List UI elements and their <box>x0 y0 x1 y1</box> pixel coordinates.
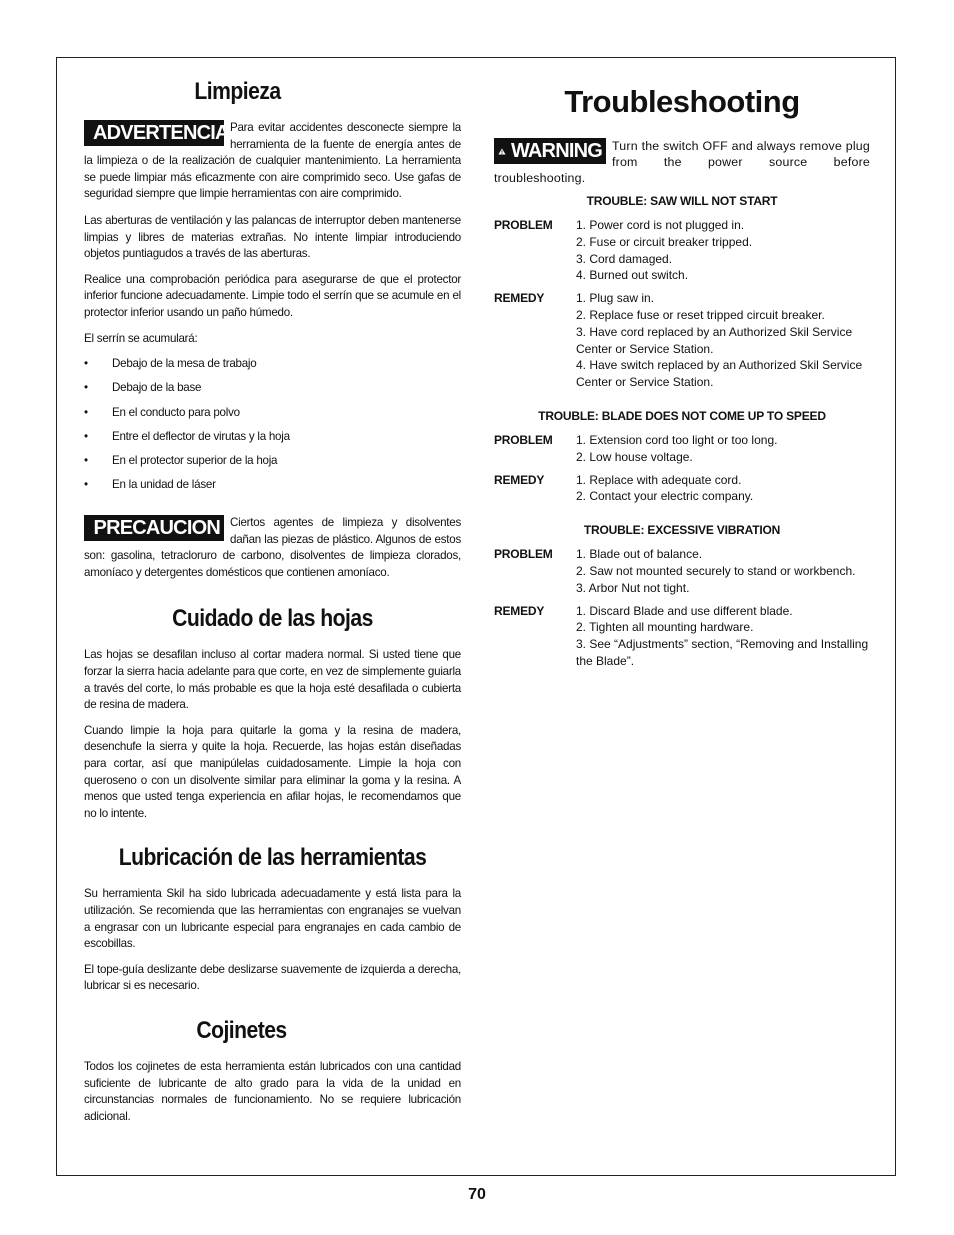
trouble-title: TROUBLE: EXCESSIVE VIBRATION <box>583 523 781 538</box>
list-item: 1. Blade out of balance. <box>576 547 703 562</box>
warning-text: Turn the switch OFF and always remove plug from the power source before troubleshooting. <box>494 139 870 185</box>
cojinetes-heading: Cojinetes <box>196 1016 287 1044</box>
serrin-list <box>84 356 461 493</box>
list-item: • Debajo de la base <box>84 381 202 395</box>
list-item: • Entre el deflector de virutas y la hoja <box>84 429 290 443</box>
list-item: 1. Replace with adequate cord. <box>576 472 742 487</box>
list-item: 1. Extension cord too light or too long. <box>576 432 778 447</box>
list-item: 4. Have switch replaced by an Authorized Skil Service Center or Service Station. <box>576 358 863 390</box>
page-number: 70 <box>468 1186 486 1203</box>
precaucion-badge: PRECAUCION <box>84 515 224 541</box>
troubleshooting-heading: Troubleshooting <box>564 84 800 119</box>
remedy-row <box>494 472 870 506</box>
list-item: 3. Have cord replaced by an Authorized Skil Service Center or Service Station. <box>576 324 853 356</box>
trouble-section-2 <box>494 409 870 505</box>
remedy-row <box>494 290 870 391</box>
cuidado-paragraph-1: Las hojas se desafilan incluso al cortar madera normal. Si usted tiene que forzar la sierra hacia adelante para que corte, en vez de simplemente guiarla a través del corte, lo más probable es que la hoja esté desafilada o cubierta de resina de madera. <box>84 648 461 712</box>
problem-list <box>576 546 870 596</box>
precaucion-text: Ciertos agentes de limpieza y disolventes dañan las piezas de plástico. Algunos de estos son: gasolina, tetracloruro de carbono, disolventes de limpieza clorados, amoníaco y detergentes domésticos que contienen amoníaco. <box>84 516 461 579</box>
warning-triangle-icon <box>498 143 506 160</box>
list-item: • En la unidad de láser <box>84 478 216 492</box>
remedy-list <box>576 290 870 391</box>
advertencia-text: Para evitar accidentes desconecte siempre la herramienta de la fuente de energía antes de la limpieza o de la realización de cualquier mantenimiento. La herramienta se puede limpiar más eficazmente con aire comprimido seco. Use gafas de seguridad siempre que limpie herramientas con aire comprimido. <box>84 121 461 201</box>
lubricacion-paragraph-1: Su herramienta Skil ha sido lubricada adecuadamente y está lista para la utilización. Se recomienda que las herramientas con engranajes se vuelvan a engrasar con un lubricante especial para engranajes en cada cambio de escobillas. <box>84 887 461 951</box>
list-item: 2. Contact your electric company. <box>576 489 754 504</box>
limpieza-paragraph-2: Realice una comprobación periódica para asegurarse de que el protector inferior funcione adecuadamente. Limpie todo el serrín que se acumule en el protector inferior usando un paño húmedo. <box>84 272 461 319</box>
list-item: 4. Burned out switch. <box>576 268 689 283</box>
remedy-label: REMEDY <box>494 603 545 618</box>
trouble-section-3 <box>494 523 870 670</box>
list-item: 3. Cord damaged. <box>576 251 673 266</box>
list-item: 3. See “Adjustments” section, “Removing and Installing the Blade”. <box>576 637 869 668</box>
list-item: 1. Plug saw in. <box>576 291 655 306</box>
remedy-label: REMEDY <box>494 472 545 487</box>
problem-row <box>494 546 870 596</box>
lubricacion-heading: Lubricación de las herramientas <box>118 844 427 872</box>
remedy-row <box>494 603 870 670</box>
left-column <box>84 78 461 1134</box>
limpieza-paragraph-3: El serrín se acumulará: <box>84 331 198 345</box>
trouble-section-1 <box>494 194 870 391</box>
problem-list <box>576 432 870 466</box>
trouble-title: TROUBLE: BLADE DOES NOT COME UP TO SPEED <box>538 408 826 423</box>
cuidado-heading: Cuidado de las hojas <box>172 605 373 633</box>
warning-triangle-icon <box>88 520 89 537</box>
list-item: 1. Power cord is not plugged in. <box>576 218 745 232</box>
cojinetes-paragraph-1: Todos los cojinetes de esta herramienta están lubricados con una cantidad suficiente de lubricante de alto grado para la vida de la unidad en circunstancias normales de funcionamiento. No se requiere lubricación adicional. <box>84 1059 461 1123</box>
list-item: • En el protector superior de la hoja <box>84 453 278 467</box>
advertencia-block <box>84 120 461 203</box>
warning-badge: WARNING <box>494 138 606 164</box>
list-item: 2. Saw not mounted securely to stand or workbench. <box>576 563 856 578</box>
precaucion-block <box>84 515 461 581</box>
list-item: 1. Discard Blade and use different blade. <box>576 603 793 618</box>
list-item: 2. Low house voltage. <box>576 449 693 464</box>
right-column <box>494 84 870 676</box>
remedy-list <box>576 603 870 670</box>
list-item: • En el conducto para polvo <box>84 405 240 419</box>
advertencia-badge: ADVERTENCIA <box>84 120 224 146</box>
list-item: 2. Fuse or circuit breaker tripped. <box>576 234 753 249</box>
remedy-list <box>576 472 870 506</box>
problem-label: PROBLEM <box>494 547 553 562</box>
problem-label: PROBLEM <box>494 432 553 447</box>
problem-label: PROBLEM <box>494 218 553 232</box>
cuidado-paragraph-2: Cuando limpie la hoja para quitarle la goma y la resina de madera, desenchufe la sierra y quite la hoja. Recuerde, las hojas están diseñadas para cortar, así que manipúlelas cuidadosamente. Limpie la hoja con queroseno o con un disolvente similar para eliminar la goma y la resina. A menos que usted tenga experiencia en afilar hojas, le recomendamos que no lo intente. <box>84 723 461 820</box>
list-item: • Debajo de la mesa de trabajo <box>84 357 257 371</box>
lubricacion-paragraph-2: El tope-guía deslizante debe deslizarse suavemente de izquierda a derecha, lubricar si es necesario. <box>84 962 461 993</box>
limpieza-heading: Limpieza <box>194 78 281 105</box>
list-item: 3. Arbor Nut not tight. <box>576 580 690 595</box>
list-item: 2. Tighten all mounting hardware. <box>576 620 754 635</box>
problem-row <box>494 217 870 284</box>
problem-list <box>576 217 870 284</box>
warning-block <box>494 138 870 186</box>
limpieza-paragraph-1: Las aberturas de ventilación y las palancas de interruptor deben mantenerse limpias y libres de materias extrañas. No intente limpiar introduciendo objetos puntiagudos a través de las aberturas. <box>84 213 461 261</box>
list-item: 2. Replace fuse or reset tripped circuit breaker. <box>576 307 825 322</box>
remedy-label: REMEDY <box>494 291 545 306</box>
problem-row <box>494 432 870 466</box>
trouble-title: TROUBLE: SAW WILL NOT START <box>586 194 778 208</box>
